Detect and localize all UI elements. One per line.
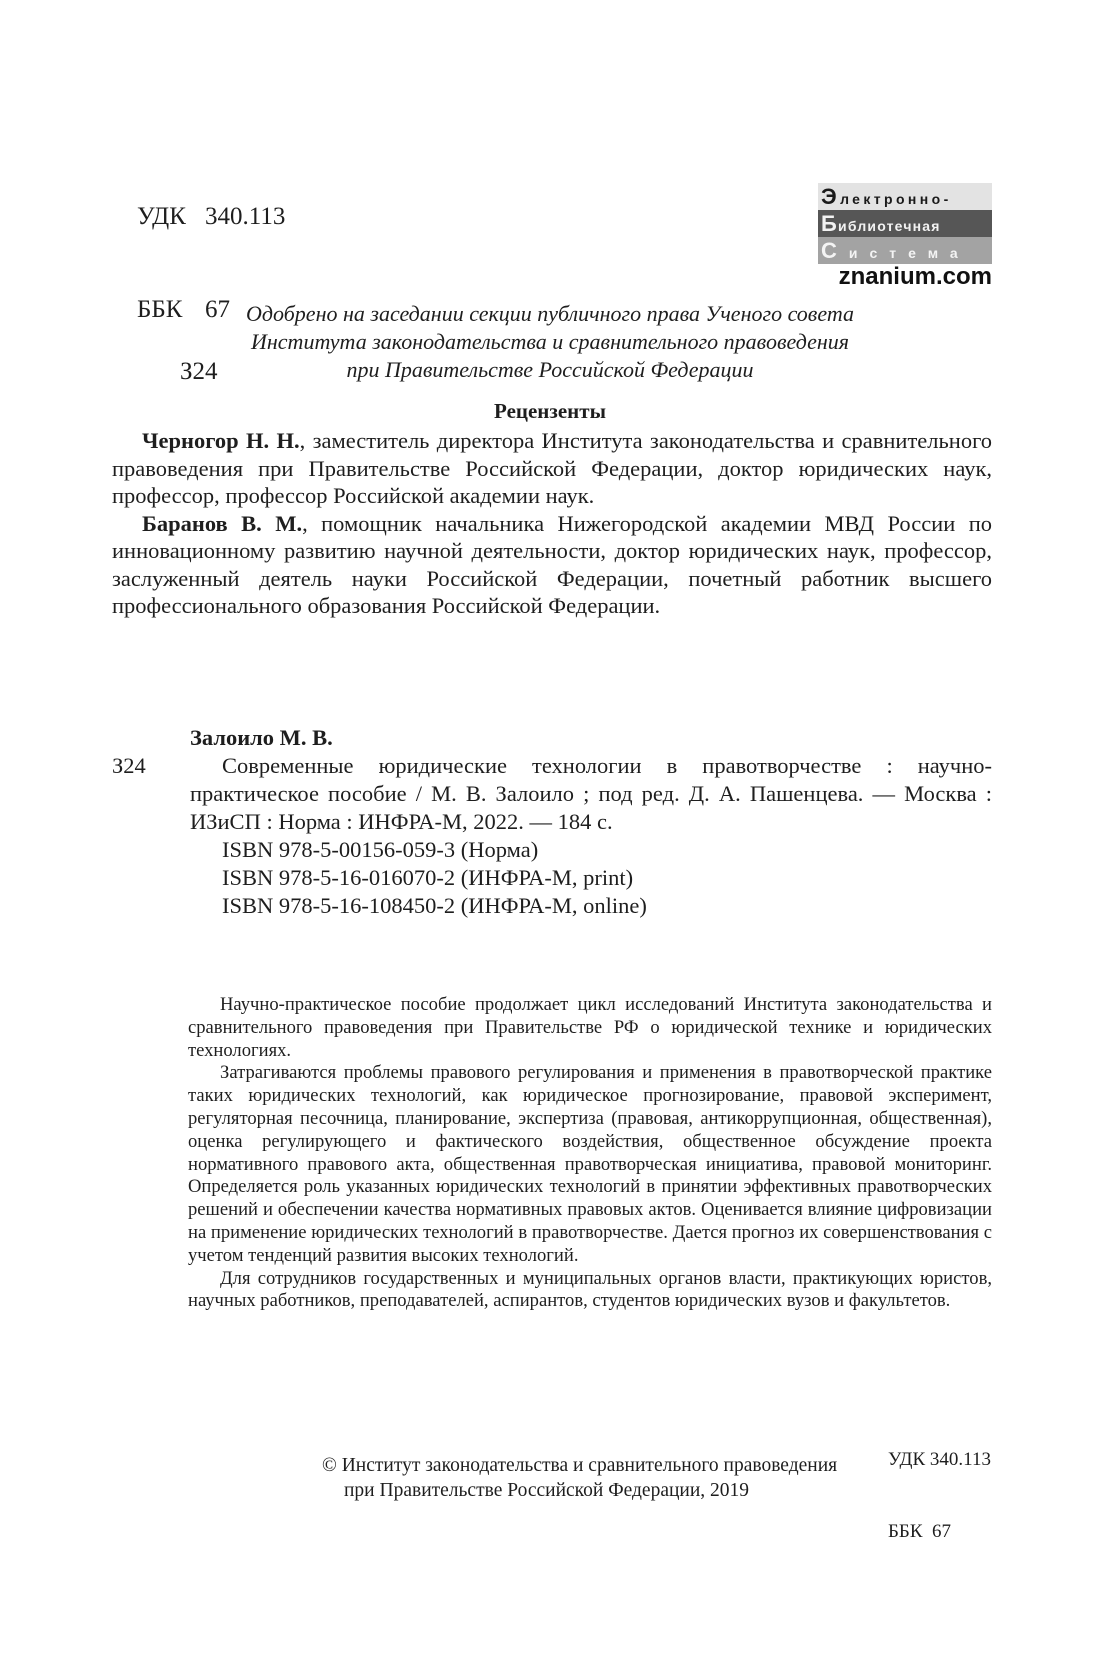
approval-note	[150, 300, 950, 384]
reviewer-entry	[112, 427, 992, 510]
record-author: Залоило М. В.	[190, 725, 333, 750]
annotation-paragraph: Для сотрудников государственных и муниципальных органов власти, практикующих юристов, научных работников, преподавателей, аспирантов, студентов юридических вузов и факультетов.	[188, 1267, 992, 1312]
record-description: Современные юридические технологии в правотворчестве : научно-практическое пособие / М. В. Залоило ; под ред. Д. А. Пашенцева. — Москва : ИЗиСП : Норма : ИНФРА-М, 2022. — 184 с.	[190, 753, 992, 834]
approval-line: Института законодательства и сравнительного правоведения	[250, 329, 850, 354]
isbn-line: ISBN 978-5-00156-059-3 (Норма)	[222, 837, 539, 862]
reviewer-name: Черногор Н. Н.	[142, 428, 300, 453]
author-mark: З24	[180, 358, 218, 385]
copyright-line: © Институт законодательства и сравнительного правоведения	[322, 1455, 838, 1476]
annotation	[188, 994, 992, 1313]
logo-band-system	[818, 237, 992, 264]
znanium-logo	[818, 183, 992, 290]
copyright-line: при Правительстве Российской Федерации, 2019	[344, 1480, 750, 1501]
record-call-number: З24	[112, 753, 146, 778]
reviewers-list	[112, 427, 992, 620]
copyright-notice	[322, 1453, 837, 1503]
bibliographic-record	[190, 752, 992, 920]
isbn-line: ISBN 978-5-16-108450-2 (ИНФРА-М, online)	[222, 893, 647, 918]
logo-site: znanium.com	[838, 263, 992, 290]
udk-value: 340.113	[205, 203, 286, 230]
udk-row	[112, 170, 285, 263]
footer-bbk: ББК 67	[888, 1521, 951, 1542]
logo-line3: Система	[821, 238, 970, 263]
reviewer-description: , помощник начальника Нижегородской академии МВД России по инновационному развитию научной деятельности, доктор юридических наук, профессор, заслуженный деятель науки Российской Федерации, почетный работник высшего профессионального образования Российской Федерации.	[112, 510, 992, 618]
logo-band-library	[818, 210, 992, 237]
isbn-line: ISBN 978-5-16-016070-2 (ИНФРА-М, print)	[222, 865, 634, 890]
approval-line: при Правительстве Российской Федерации	[346, 357, 754, 382]
logo-band-electronic	[818, 183, 992, 210]
logo-line1: Электронно-	[821, 184, 952, 209]
reviewers-heading: Рецензенты	[494, 399, 606, 423]
approval-line: Одобрено на заседании секции публичного права Ученого совета	[246, 301, 854, 326]
annotation-paragraph: Научно-практическое пособие продолжает цикл исследований Института законодательства и сравнительного правоведения при Правительстве РФ о юридической технике и юридических технологиях.	[188, 994, 992, 1061]
footer-codes	[888, 1400, 991, 1568]
logo-line2: Библиотечная	[821, 211, 941, 236]
reviewer-entry	[112, 510, 992, 620]
bbk-label: ББК	[137, 296, 183, 323]
annotation-paragraph: Затрагиваются проблемы правового регулирования и применения в правотворческой практике таких юридических технологий, как юридическое прогнозирование, правовой эксперимент, регуляторная песочница, планирование, экспертиза (правовая, антикоррупционная, общественная), оценка регулирующего и фактического воздействия, общественное обсуждение проекта нормативного правового акта, общественная правотворческая инициатива, правовой мониторинг. Определяется роль указанных юридических технологий в принятии эффективных правотворческих решений и обеспечении качества нормативных правовых актов. Оценивается влияние цифровизации на применение юридических технологий в правотворчестве. Дается прогноз их совершенствования с учетом тенденций развития высоких технологий.	[188, 1062, 992, 1266]
udk-label: УДК	[137, 203, 186, 230]
reviewer-description: , заместитель директора Института законодательства и сравнительного правоведения при Правительстве Российской Федерации, доктор юридических наук, профессор, профессор Российской академии наук.	[112, 428, 992, 508]
reviewer-name: Баранов В. М.	[142, 510, 303, 536]
bbk-value: 67	[205, 296, 230, 323]
footer-udk: УДК 340.113	[888, 1449, 991, 1470]
